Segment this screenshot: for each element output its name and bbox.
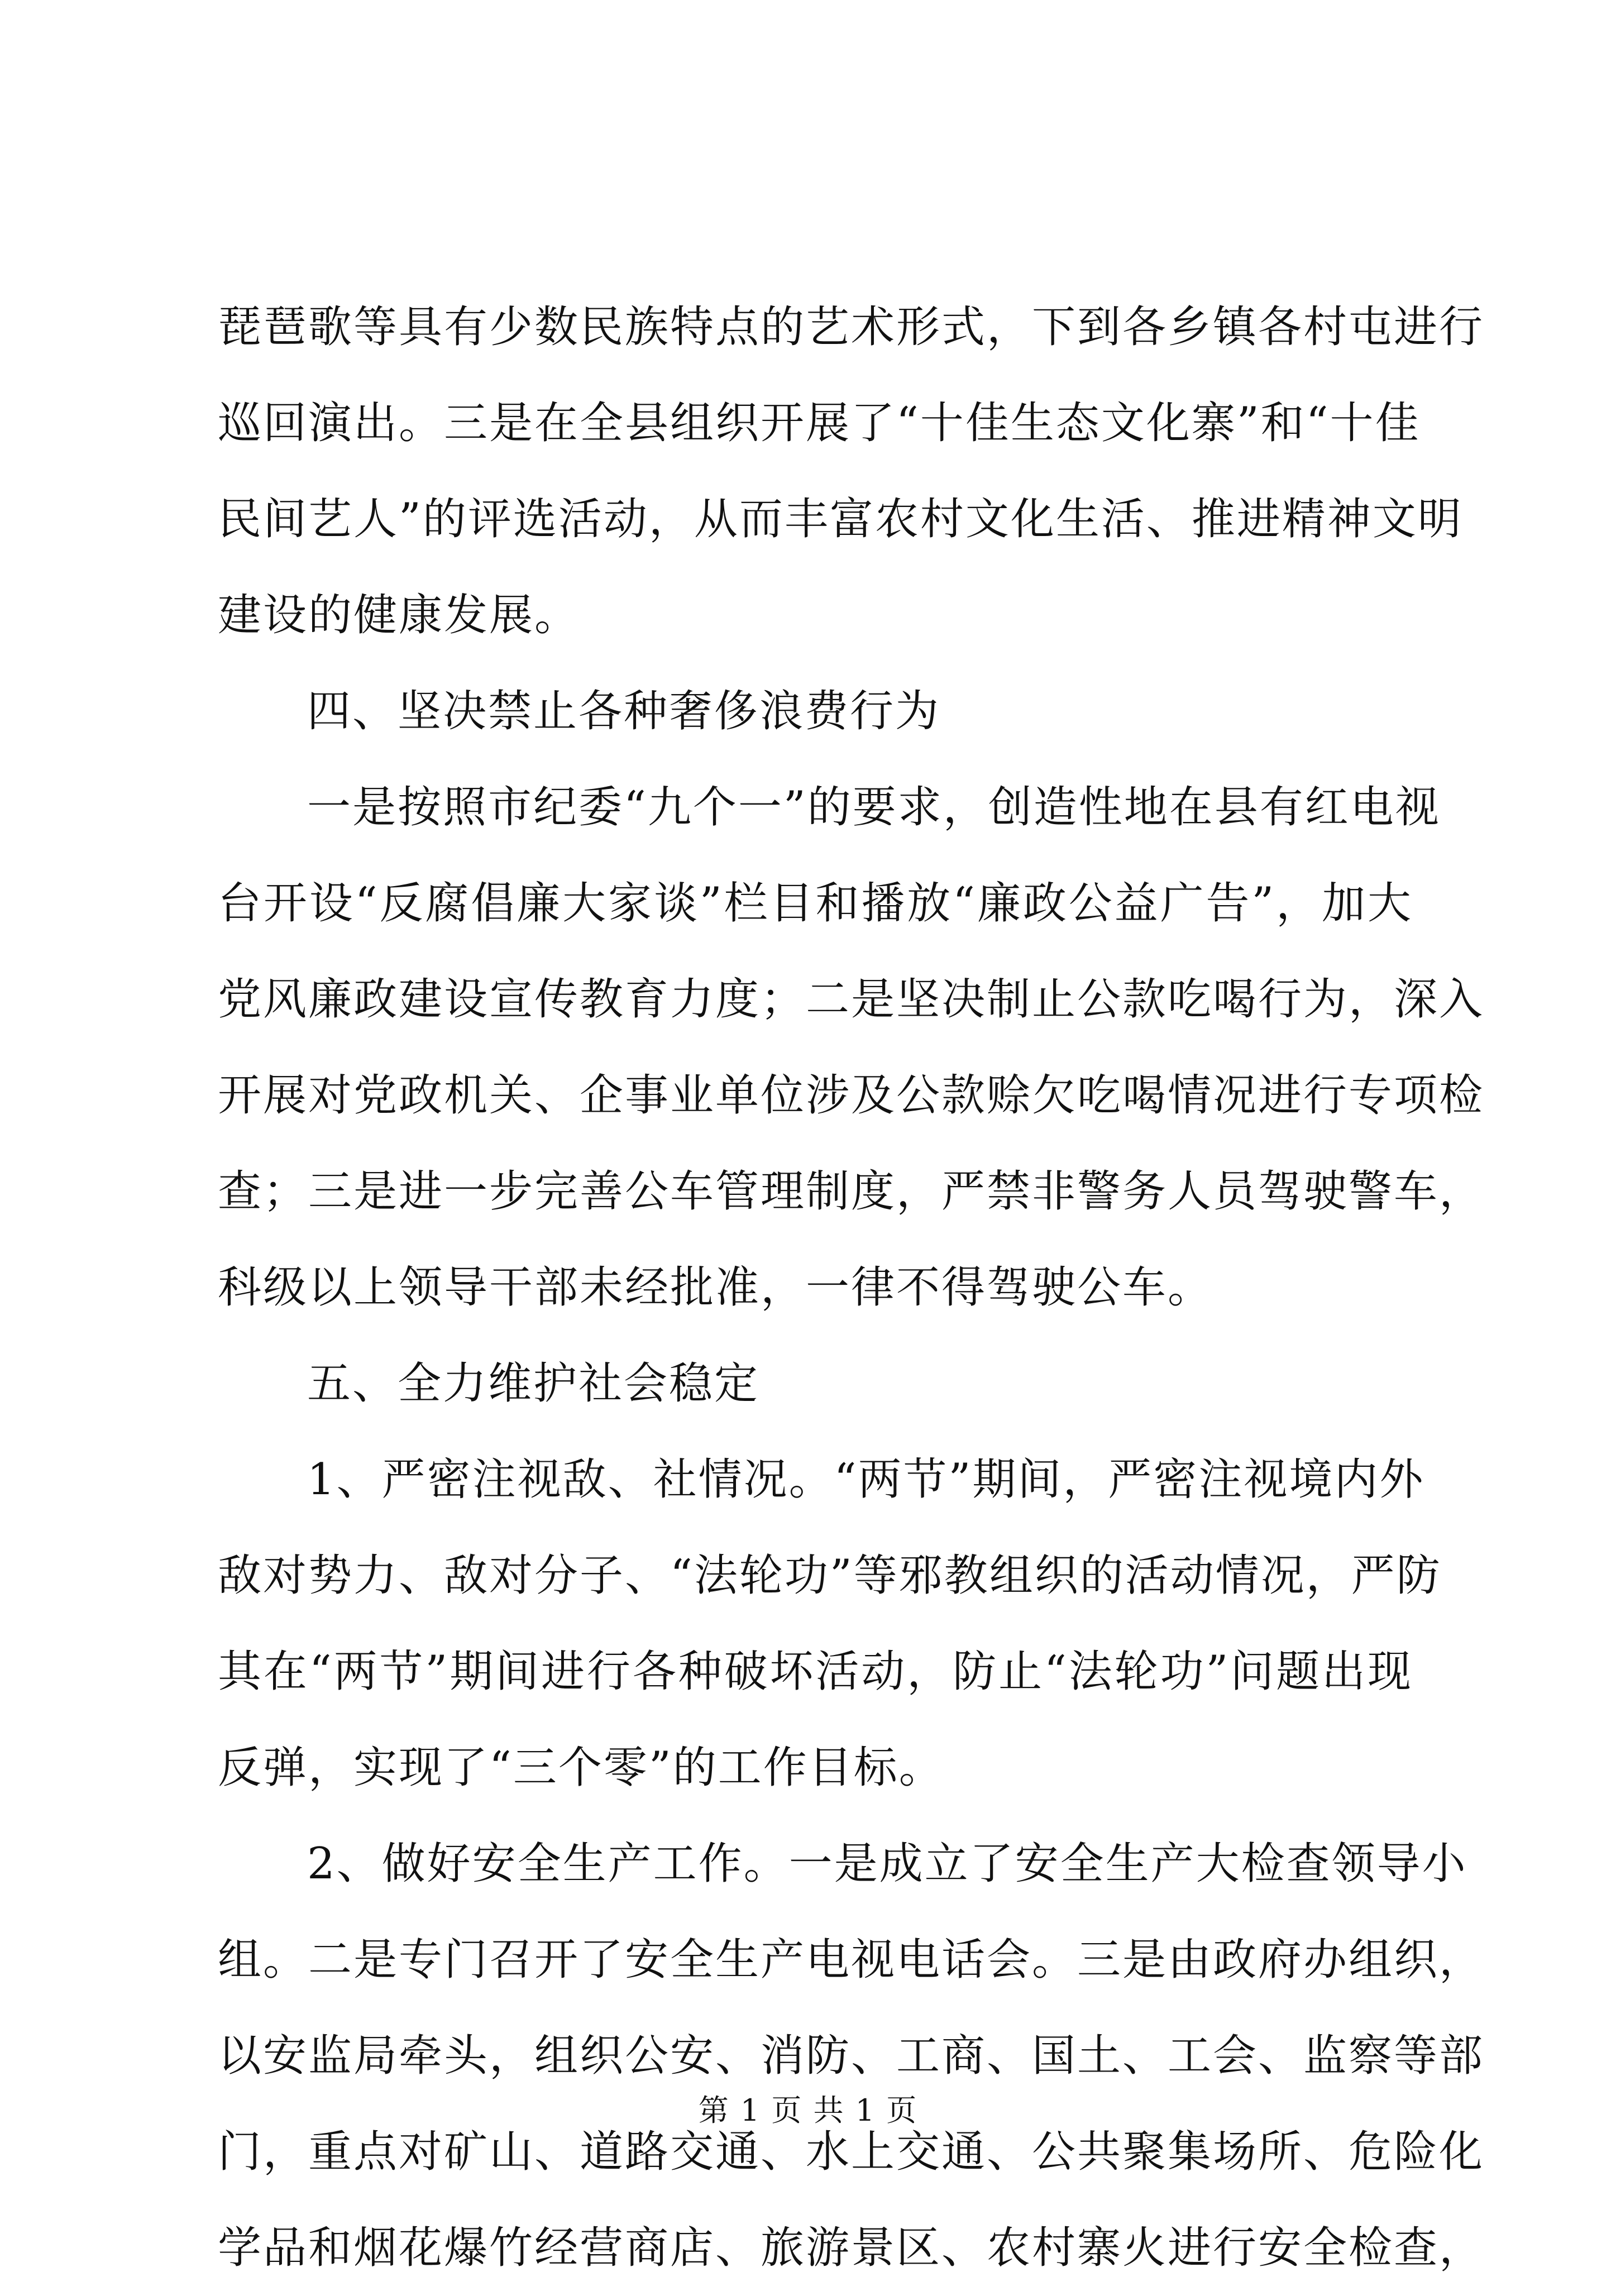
text-line: 其在“两节”期间进行各种破坏活动，防止“法轮功”问题出现	[218, 1647, 1413, 1697]
document-body	[218, 279, 1485, 2296]
text-line: 门，重点对矿山、道路交通、水上交通、公共聚集场所、危险化	[218, 2127, 1485, 2177]
text-line: 2、做好安全生产工作。一是成立了安全生产大检查领导小	[307, 1839, 1467, 1889]
text-line: 以安监局牵头，组织公安、消防、工商、国土、工会、监察等部	[218, 2031, 1485, 2081]
text-line: 建设的健康发展。	[218, 590, 580, 640]
section-heading: 五、全力维护社会稳定	[307, 1359, 760, 1409]
text-line: 反弹，实现了“三个零”的工作目标。	[218, 1743, 944, 1793]
text-line: 1、严密注视敌、社情况。“两节”期间，严密注视境内外	[307, 1455, 1425, 1505]
page-footer: 第 1 页 共 1 页	[698, 2093, 918, 2128]
section-heading: 四、坚决禁止各种奢侈浪费行为	[307, 686, 941, 736]
text-line: 党风廉政建设宣传教育力度；二是坚决制止公款吃喝行为，深入	[218, 974, 1485, 1025]
text-line: 民间艺人”的评选活动，从而丰富农村文化生活、推进精神文明	[218, 494, 1463, 544]
text-line: 组。二是专门召开了安全生产电视电话会。三是由政府办组织，	[218, 1935, 1485, 1985]
text-line: 敌对势力、敌对分子、“法轮功”等邪教组织的活动情况，严防	[218, 1551, 1442, 1601]
text-line: 琵琶歌等具有少数民族特点的艺术形式，下到各乡镇各村屯进行	[218, 302, 1485, 352]
text-line: 学品和烟花爆竹经营商店、旅游景区、农村寨火进行安全检查，	[218, 2223, 1485, 2273]
text-line: 科级以上领导干部未经批准，一律不得驾驶公车。	[218, 1262, 1213, 1313]
text-line: 一是按照市纪委“九个一”的要求，创造性地在县有红电视	[307, 782, 1441, 833]
text-line: 巡回演出。三是在全县组织开展了“十佳生态文化寨”和“十佳	[218, 398, 1421, 448]
text-line: 开展对党政机关、企事业单位涉及公款赊欠吃喝情况进行专项检	[218, 1070, 1485, 1121]
text-line: 台开设“反腐倡廉大家谈”栏目和播放“廉政公益广告”，加大	[218, 878, 1413, 929]
text-line: 查；三是进一步完善公车管理制度，严禁非警务人员驾驶警车，	[218, 1166, 1485, 1217]
